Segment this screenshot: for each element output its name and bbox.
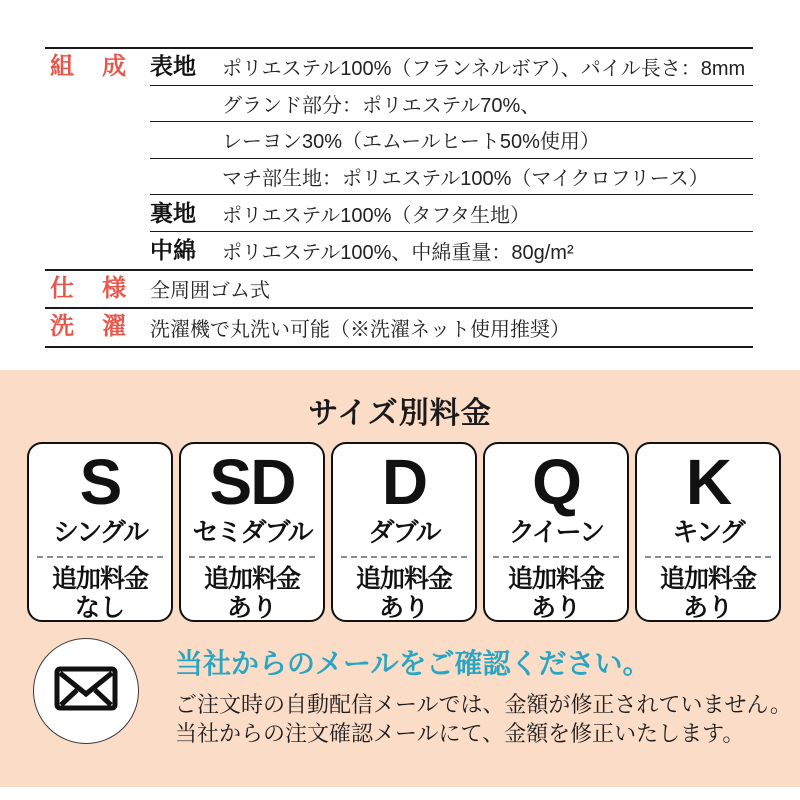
spec-row-rayon	[45, 122, 753, 159]
size-card-double	[331, 442, 477, 622]
fee-value: あり	[378, 594, 429, 622]
spec-category-cell	[45, 86, 150, 123]
size-price-section	[0, 370, 800, 787]
size-code: D	[381, 446, 427, 518]
size-card-single	[27, 442, 173, 622]
size-card-king	[635, 442, 781, 622]
spec-value-washing: 洗濯機で丸洗い可能（※洗濯ネット使用推奨）	[150, 318, 570, 341]
size-card-queen	[483, 442, 629, 622]
envelope-icon	[53, 665, 119, 717]
dashed-divider	[37, 556, 163, 558]
spec-body	[150, 195, 753, 232]
spec-category-washing: 洗濯	[50, 313, 126, 341]
size-name: ダブル	[368, 517, 440, 547]
spec-value-ground: グランド部分：ポリエステル70%、	[222, 94, 541, 117]
spec-category-cell	[45, 271, 150, 308]
size-code: K	[685, 446, 731, 518]
size-code: S	[79, 446, 121, 518]
spec-sublabel-filling: 中綿	[150, 236, 196, 263]
spec-body	[150, 49, 753, 86]
spec-value-outer: ポリエステル100%（フランネルボア）、パイル長さ：8mm	[222, 58, 746, 81]
mail-notice-line-2: 当社からの注文確認メールにて、金額を修正いたします。	[175, 721, 745, 746]
size-name: クイーン	[508, 517, 604, 547]
spec-category-cell	[45, 232, 150, 269]
size-code: SD	[209, 446, 295, 518]
spec-category-cell	[45, 159, 150, 196]
fee-label: 追加料金	[203, 565, 300, 593]
spec-row-washing	[45, 309, 753, 348]
fee-value: あり	[682, 594, 733, 622]
size-section-title: サイズ別料金	[308, 397, 492, 430]
mail-icon-circle	[33, 638, 139, 744]
fee-value: あり	[226, 594, 277, 622]
fee-label: 追加料金	[51, 565, 148, 593]
spec-row-gusset	[45, 159, 753, 196]
spec-sublabel-lining: 裏地	[150, 199, 196, 226]
size-code: Q	[532, 446, 580, 518]
spec-category-cell	[45, 309, 150, 346]
spec-row-filling	[45, 232, 753, 271]
spec-body	[150, 122, 753, 159]
spec-body	[150, 271, 753, 308]
spec-body	[150, 232, 753, 269]
mail-notice-line-1: ご注文時の自動配信メールでは、金額が修正されていません。	[175, 692, 792, 717]
size-cards-row	[27, 442, 781, 622]
spec-sublabel-outer: 表地	[150, 53, 196, 80]
spec-value-rayon: レーヨン30%（エムールヒート50%使用）	[222, 131, 600, 154]
spec-value-filling: ポリエステル100%、中綿重量：80g/m²	[222, 241, 574, 264]
spec-row-ground	[45, 86, 753, 123]
spec-table	[45, 47, 753, 348]
fee-label: 追加料金	[355, 565, 452, 593]
spec-category-cell	[45, 122, 150, 159]
size-name: キング	[672, 517, 744, 547]
size-card-semidouble	[179, 442, 325, 622]
spec-body	[150, 159, 753, 196]
fee-value: なし	[74, 594, 125, 622]
spec-value-lining: ポリエステル100%（タフタ生地）	[222, 204, 530, 227]
spec-category-specification: 仕様	[50, 274, 126, 302]
spec-row-outer-fabric	[45, 49, 753, 86]
size-name: セミダブル	[192, 517, 312, 547]
spec-row-lining	[45, 195, 753, 232]
mail-notice	[175, 642, 792, 748]
spec-body	[150, 86, 753, 123]
size-name: シングル	[52, 517, 148, 547]
spec-category-composition: 組成	[50, 53, 126, 81]
spec-body	[150, 309, 753, 346]
fee-value: あり	[530, 594, 581, 622]
fee-label: 追加料金	[507, 565, 604, 593]
dashed-divider	[341, 556, 467, 558]
fee-label: 追加料金	[659, 565, 756, 593]
dashed-divider	[645, 556, 771, 558]
spec-row-spec	[45, 271, 753, 310]
dashed-divider	[189, 556, 315, 558]
spec-category-cell	[45, 49, 150, 86]
spec-value-gusset: マチ部生地：ポリエステル100%（マイクロフリース）	[222, 168, 709, 191]
dashed-divider	[493, 556, 619, 558]
mail-notice-heading: 当社からのメールをご確認ください。	[175, 648, 651, 679]
spec-value-specification: 全周囲ゴム式	[150, 280, 270, 303]
spec-category-cell	[45, 195, 150, 232]
